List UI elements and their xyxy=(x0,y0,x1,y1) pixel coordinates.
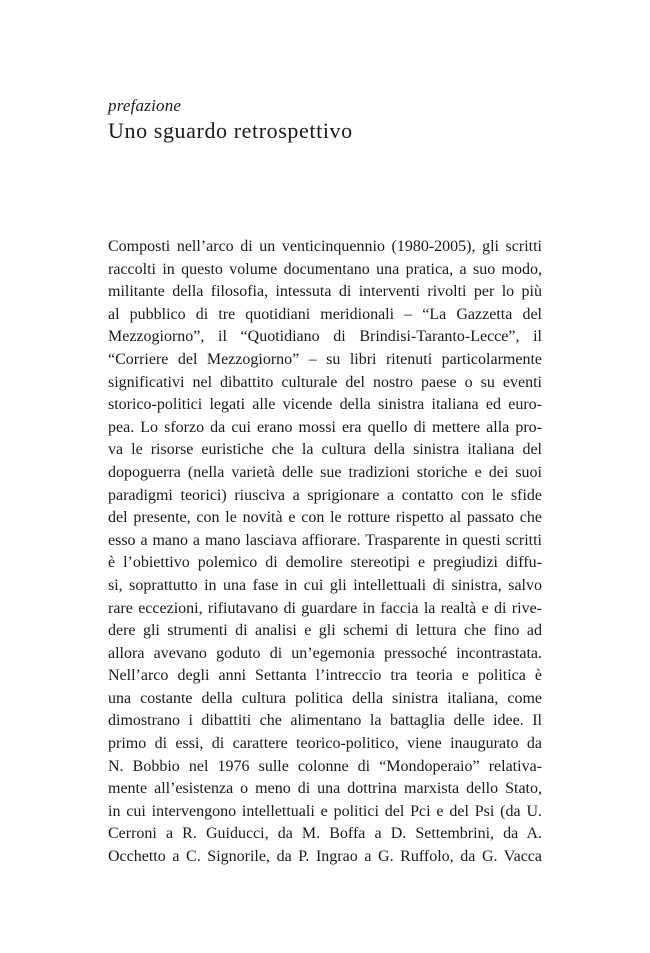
text-line: è l’obiettivo polemico di demolire stereotipi e pregiudizi diffu- xyxy=(108,554,542,572)
text-line: in cui intervengono intellettuali e politici del Pci e del Psi (da U. xyxy=(108,802,542,820)
section-kicker: prefazione xyxy=(108,96,182,115)
text-line: allora avevano goduto di un’egemonia pressoché incontrastata. xyxy=(108,644,542,662)
text-line: significativi nel dibattito culturale del nostro paese o su eventi xyxy=(108,373,542,391)
text-line: dimostrano i dibattiti che alimentano la battaglia delle idee. Il xyxy=(108,712,542,730)
text-line: Nell’arco degli anni Settanta l’intreccio tra teoria e politica è xyxy=(108,667,542,685)
text-line: pea. Lo sforzo da cui erano mossi era quello di mettere alla pro- xyxy=(108,418,542,436)
text-line: esso a mano a mano lasciava affiorare. Trasparente in questi scritti xyxy=(108,531,542,549)
body-paragraph xyxy=(108,236,542,869)
text-line: Occhetto a C. Signorile, da P. Ingrao a G. Ruffolo, da G. Vacca xyxy=(108,848,542,866)
text-line: militante della filosofia, intessuta di interventi rivolti per lo più xyxy=(108,283,542,301)
text-line: “Corriere del Mezzogiorno” – su libri ritenuti particolarmente xyxy=(108,350,542,368)
text-line: una costante della cultura politica della sinistra italiana, come xyxy=(108,689,542,707)
chapter-title: Uno sguardo retrospettivo xyxy=(108,118,353,143)
text-line: Mezzogiorno”, il “Quotidiano di Brindisi-Taranto-Lecce”, il xyxy=(108,328,542,346)
chapter-heading xyxy=(108,96,548,144)
text-line: N. Bobbio nel 1976 sulle colonne di “Mondoperaio” relativa- xyxy=(108,757,542,775)
text-line: dere gli strumenti di analisi e gli schemi di lettura che fino ad xyxy=(108,622,542,640)
text-line: mente all’esistenza o meno di una dottrina marxista dello Stato, xyxy=(108,780,542,798)
text-line: si, soprattutto in una fase in cui gli intellettuali di sinistra, salvo xyxy=(108,576,542,594)
text-line: rare eccezioni, rifiutavano di guardare in faccia la realtà e di rive- xyxy=(108,599,542,617)
text-line: storico-politici legati alle vicende della sinistra italiana ed euro- xyxy=(108,396,542,414)
text-line: al pubblico di tre quotidiani meridionali – “La Gazzetta del xyxy=(108,305,542,323)
text-line: del presente, con le novità e con le rotture rispetto al passato che xyxy=(108,509,542,527)
text-line: paradigmi teorici) riusciva a sprigionare a contatto con le sfide xyxy=(108,486,542,504)
text-line: va le risorse euristiche che la cultura della sinistra italiana del xyxy=(108,441,542,459)
text-line: Cerroni a R. Guiducci, da M. Boffa a D. Settembrini, da A. xyxy=(108,825,542,843)
text-line: dopoguerra (nella varietà delle sue tradizioni storiche e dei suoi xyxy=(108,463,542,481)
text-line: Composti nell’arco di un venticinquennio (1980-2005), gli scritti xyxy=(108,238,542,255)
text-line: raccolti in questo volume documentano una pratica, a suo modo, xyxy=(108,260,542,278)
text-line: primo di essi, di carattere teorico-politico, viene inaugurato da xyxy=(108,735,542,753)
